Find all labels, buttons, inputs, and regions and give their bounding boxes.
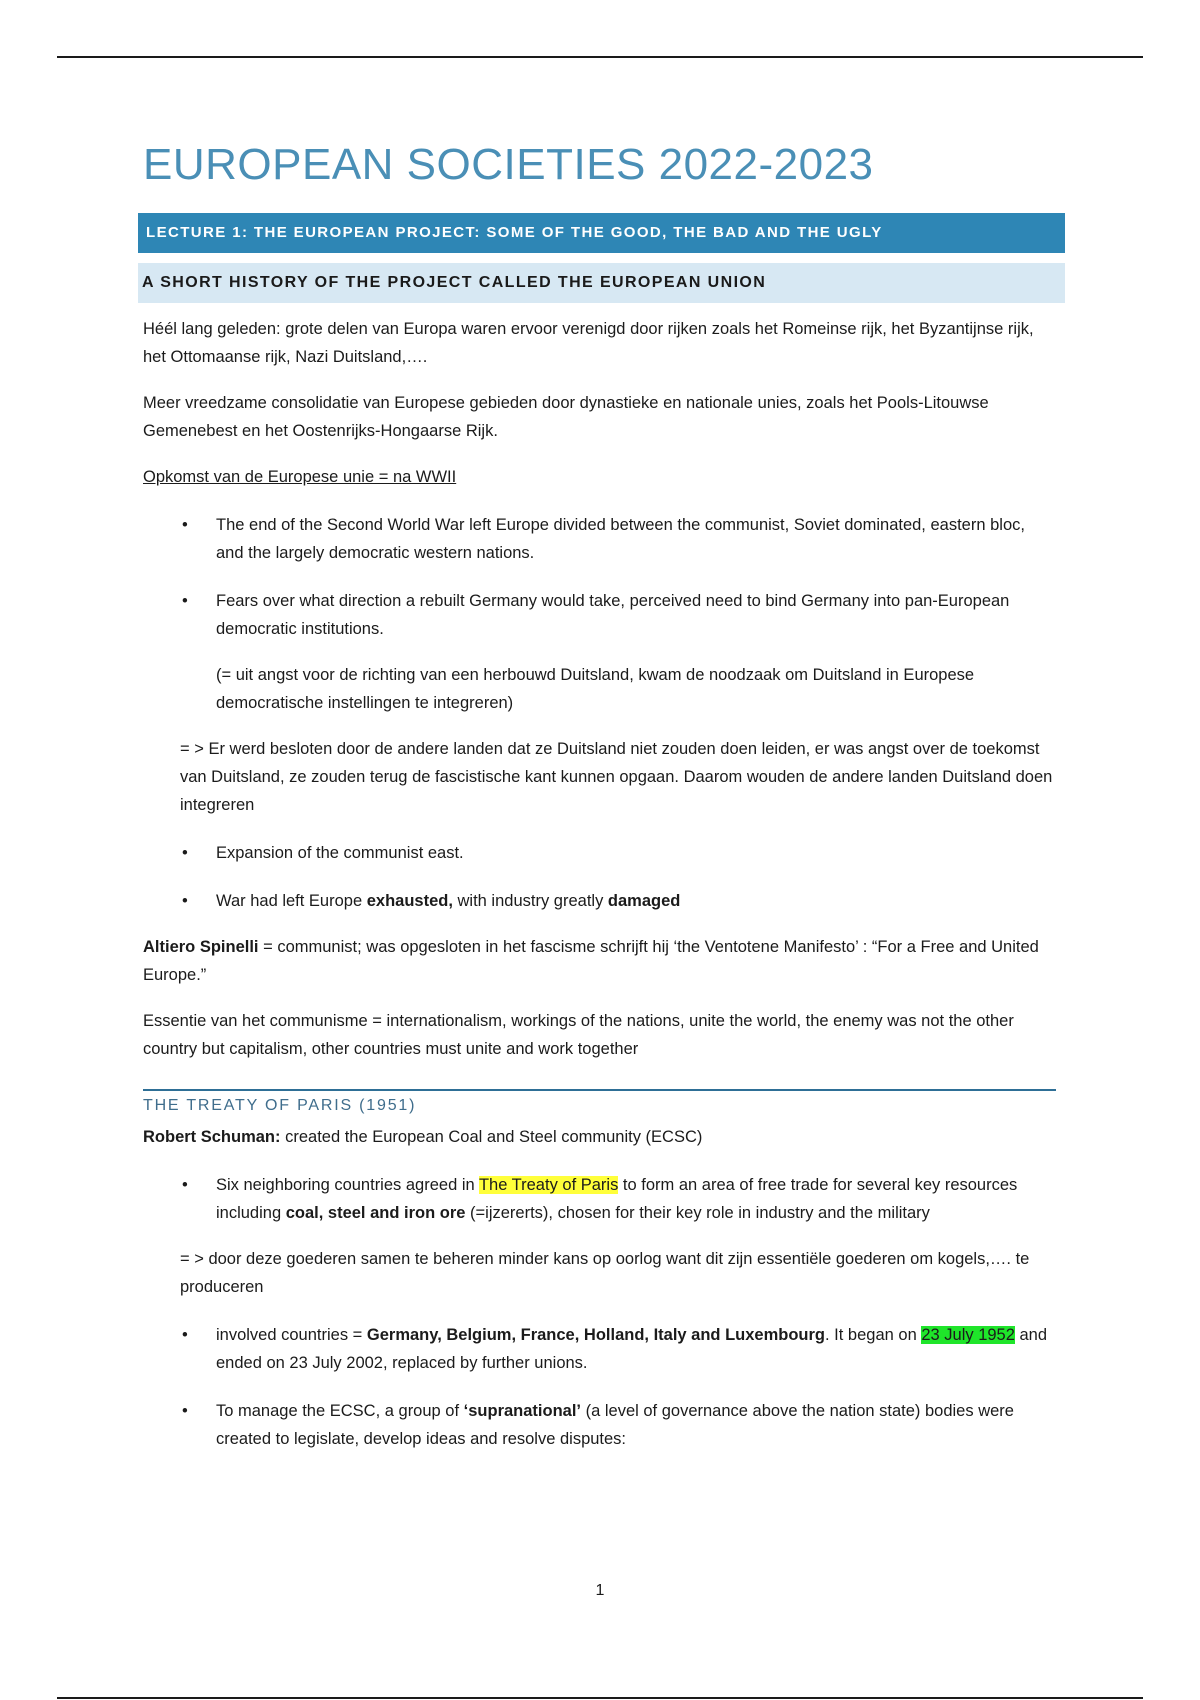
list-item-text: Expansion of the communist east.: [216, 843, 464, 862]
bold-text: ‘supranational’: [463, 1401, 582, 1420]
text-run: created the European Coal and Steel community (ECSC): [280, 1127, 703, 1146]
paragraph-essentie: Essentie van het communisme = internationalism, workings of the nations, unite the world, the enemy was not the other country but capitalism, other countries must unite and work together: [143, 1011, 1014, 1058]
bold-name: Altiero Spinelli: [143, 937, 259, 956]
page-number: 1: [595, 1582, 605, 1599]
text-run: and ended on 23 July 2002, replaced by further unions.: [216, 1325, 1048, 1372]
bullet-icon: •: [182, 591, 188, 610]
footer-rule: [57, 1697, 1143, 1699]
list-item-text: Fears over what direction a rebuilt Germany would take, perceived need to bind Germany into pan-European democratic institutions.: [216, 591, 1010, 638]
text-run: . It began on: [825, 1325, 922, 1344]
paragraph-history: Héél lang geleden: grote delen van Europa waren ervoor verenigd door rijken zoals het Romeinse rijk, het Byzantijnse rijk, het Ottomaanse rijk, Nazi Duitsland,….: [143, 319, 1034, 366]
bold-text: exhausted,: [366, 891, 453, 910]
paragraph-rise-eu: Opkomst van de Europese unie = na WWII: [143, 467, 457, 486]
paragraph-spinelli: [143, 933, 1058, 989]
header-rule: [57, 56, 1143, 58]
bullet-icon: •: [182, 1175, 188, 1194]
list-item-text: [216, 1176, 1017, 1222]
list-item-text: The end of the Second World War left Europe divided between the communist, Soviet dominated, eastern bloc, and the largely democratic western nations.: [216, 515, 1025, 562]
arrow-note: = > door deze goederen samen te beheren minder kans op oorlog want dit zijn essentiële goederen om kogels,…. te produceren: [180, 1249, 1030, 1296]
list-item: [138, 511, 1056, 567]
text-run: To manage the ECSC, a group of: [216, 1401, 464, 1420]
list-item: [138, 887, 1056, 915]
bullet-icon: •: [182, 891, 188, 910]
section-title: THE TREATY OF PARIS (1951): [143, 1096, 417, 1114]
list-item: [138, 1321, 1056, 1377]
arrow-note: = > Er werd besloten door de andere landen dat ze Duitsland niet zouden doen leiden, er was angst over de toekomst van Duitsland, ze zouden terug de fascistische kant kunnen opgaan. Daarom wouden de andere landen Duitsland doen integreren: [180, 739, 1053, 814]
text-run: with industry greatly: [452, 891, 608, 910]
paragraph-schuman: [143, 1123, 1058, 1151]
bold-text: coal, steel and iron ore: [285, 1203, 466, 1222]
text-run: involved countries =: [216, 1325, 367, 1344]
text-run: Six neighboring countries agreed in: [216, 1175, 479, 1194]
text-run: War had left Europe: [216, 891, 367, 910]
highlighted-text: The Treaty of Paris: [478, 1175, 619, 1194]
lecture-heading: LECTURE 1: THE EUROPEAN PROJECT: SOME OF THE GOOD, THE BAD AND THE UGLY: [138, 213, 1065, 253]
bullet-icon: •: [182, 1325, 188, 1344]
text-run: = communist; was opgesloten in het fascisme schrijft hij ‘the Ventotene Manifesto’ : “For a Free and United Europe.”: [143, 937, 1039, 984]
translation-note: (= uit angst voor de richting van een herbouwd Duitsland, kwam de noodzaak om Duitsland in Europese democratische instellingen te integreren): [216, 665, 975, 712]
text-run: to form an area of free trade for several key resources including: [216, 1175, 1018, 1222]
document-body: [138, 140, 1068, 1453]
bullet-icon: •: [182, 1401, 188, 1420]
section-subheading: A SHORT HISTORY OF THE PROJECT CALLED THE EUROPEAN UNION: [138, 263, 1065, 303]
list-item-text: [216, 1326, 1047, 1372]
list-item: [138, 587, 1056, 643]
list-item: [138, 1397, 1056, 1453]
document-title: EUROPEAN SOCIETIES 2022-2023: [143, 140, 874, 189]
bullet-icon: •: [182, 515, 188, 534]
text-run: (a level of governance above the nation state) bodies were created to legislate, develop ideas and resolve disputes:: [216, 1401, 1014, 1448]
bold-text: Germany, Belgium, France, Holland, Italy and Luxembourg: [366, 1325, 826, 1344]
list-item: [138, 839, 1056, 867]
bullet-icon: •: [182, 843, 188, 862]
bold-name: Robert Schuman:: [143, 1127, 281, 1146]
list-item: [138, 1171, 1056, 1227]
paragraph-consolidation: Meer vreedzame consolidatie van Europese gebieden door dynastieke en nationale unies, zoals het Pools-Litouwse Gemenebest en het Oostenrijks-Hongaarse Rijk.: [143, 393, 989, 440]
highlighted-text: 23 July 1952: [921, 1325, 1015, 1344]
section-divider: [143, 1089, 1056, 1091]
list-item-text: [216, 1402, 1014, 1448]
text-run: (=ijzererts), chosen for their key role in industry and the military: [465, 1203, 930, 1222]
bold-text: damaged: [607, 891, 681, 910]
list-item-text: [216, 892, 680, 910]
